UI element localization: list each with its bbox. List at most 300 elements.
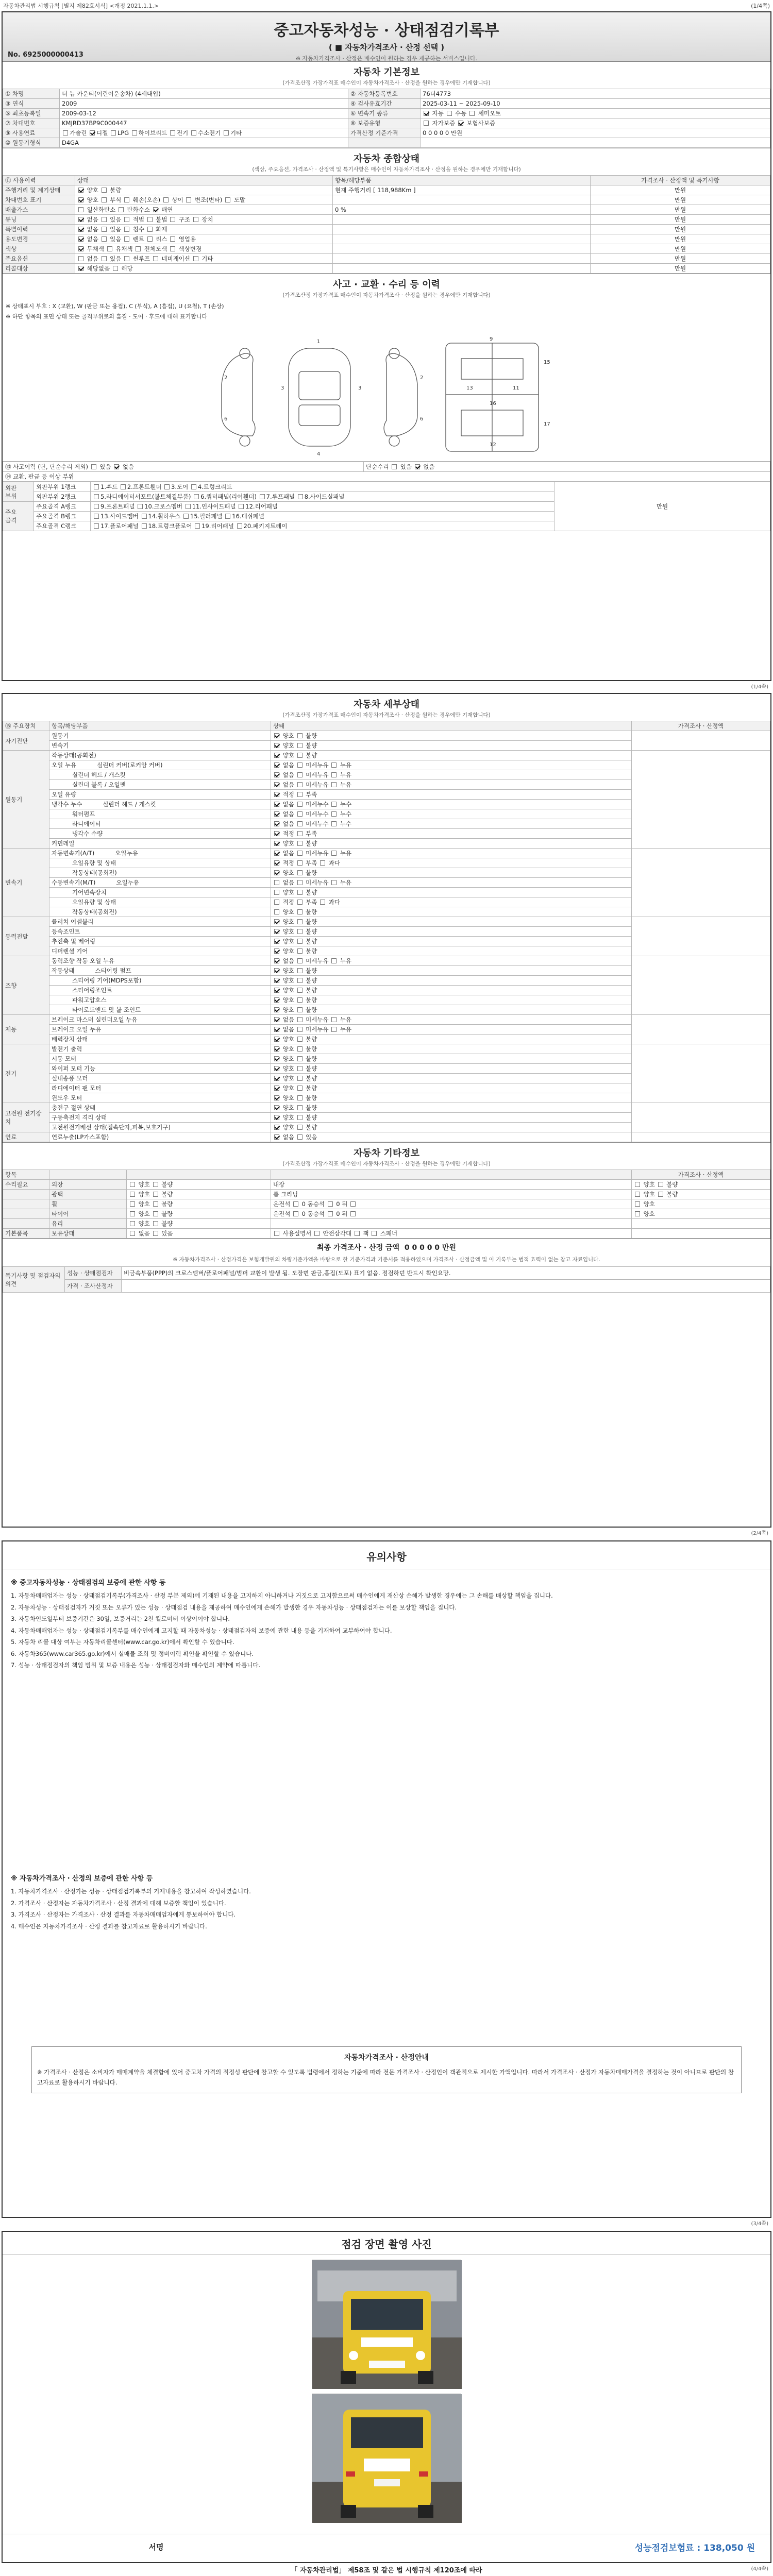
notice-item: 2. 가격조사 · 산정자는 자동차가격조사 · 산정 결과에 대해 보증할 책임이 있습니다. [11,1899,226,1907]
checkbox-unchecked [331,821,337,826]
checkbox-unchecked [331,772,337,777]
detail-item [49,741,271,751]
detail-price [632,1015,770,1044]
detail-item [49,819,271,829]
checkbox-unchecked [293,1211,298,1216]
rank-outer-2: 외판부위 2랭크 [34,492,91,502]
checkbox-checked [274,1027,279,1032]
detail-status: 양호 불량 [271,888,632,897]
notice-item: 6. 자동차365(www.car365.go.kr)에서 실매물 조회 및 정비이력 확인을 확인할 수 있습니다. [11,1650,254,1657]
detail-group: 연료 [3,1132,49,1142]
detail-status: 양호 불량 [271,1093,632,1103]
document-title: 중고자동차성능 · 상태점검기록부 [274,22,499,40]
detail-item-label: 브레이크 오일 누유 [52,1026,102,1033]
empty-cell [348,138,421,148]
checkbox-unchecked [328,1201,333,1207]
notice-item: 1. 자동차매매업자는 성능 · 상태점검기록부(가격조사 · 산정 부분 제외)에 기재된 내용을 고지하지 아니하거나 거짓으로 고지함으로써 매수인에게 재산상 손해가 발생한 경우에는 그 손해를 배상할 책임을 집니다. [11,1592,553,1600]
checkbox-unchecked [297,870,303,875]
detail-item-label: 실내송풍 모터 [52,1075,88,1082]
etc-cell: 양호 불량 [632,1190,770,1199]
detail-item-label: 디퍼렌셜 기어 [52,947,88,955]
car-right-side [384,353,417,436]
detail-item [49,888,271,897]
checkbox-unchecked [331,762,337,768]
detail-item-label: 원동기 [52,732,69,739]
value-inspection-period: 2025-03-11 ~ 2025-09-10 [421,99,770,109]
svg-text:3: 3 [358,385,362,391]
checkbox-checked [274,772,279,777]
detail-group: 제동 [3,1015,49,1044]
summary-cell: 배출가스 [3,205,75,215]
special-table [3,1266,770,1293]
detail-item-part: 실린더 커버(로커암 커버) [97,761,163,769]
checkbox-checked [153,207,158,212]
checkbox-unchecked [297,851,303,856]
checkbox-checked [274,1017,279,1022]
label-vin: ⑦ 차대번호 [3,118,60,128]
summary-cell: 리콜대상 [3,264,75,274]
detail-status: 양호 불량 [271,966,632,976]
svg-text:3: 3 [281,385,284,391]
checkbox-unchecked [274,880,279,885]
svg-text:9: 9 [490,336,493,342]
value-year: 2009 [60,99,348,109]
checkbox-unchecked [153,1192,158,1197]
notice-title: 유의사항 [3,1541,770,1569]
checkbox-unchecked [102,217,107,222]
insurance-fee: 성능점검보험료 : 138,050 원 [634,2543,755,2553]
detail-row [3,1044,770,1054]
checkbox-unchecked [297,900,303,905]
checkbox-checked [274,782,279,787]
checkbox-unchecked [331,1027,337,1032]
rank-group-frame: 주요 골격 [3,502,34,531]
checkbox-unchecked [424,121,429,126]
detail-status: 양호 불량 [271,751,632,760]
detail-status: 없음 미세누수 누수 [271,800,632,809]
detail-item [49,849,271,858]
special-inspector-label: 성능 · 상태점검자 [65,1267,122,1280]
checkbox-unchecked [119,207,124,212]
document-number: No. 6925000000413 [8,51,83,59]
detail-item-part: 오일유량 및 상태 [72,899,116,906]
etc-row [3,1180,770,1190]
notice-item: 2. 자동차성능 · 상태점검자가 거짓 또는 오류가 있는 성능 · 상태점검 내용을 제공하여 매수인에게 손해가 발생한 경우 자동차성능 · 상태점검자는 이를 보상할 책임을 집니다. [11,1603,457,1611]
detail-item-label: 브레이크 마스터 실린더오일 누유 [52,1016,138,1023]
etc-row [3,1229,770,1239]
checkbox-checked [274,1056,279,1061]
svg-text:16: 16 [490,401,496,406]
detail-item [49,878,271,888]
checkbox-unchecked [469,111,475,116]
checkbox-unchecked [274,909,279,914]
value-transmission: 자동 수동 세미오토 [421,109,770,118]
detail-item-label: 배력장치 상태 [52,1036,88,1043]
detail-item-label: 연료누출(LP가스포함) [52,1133,109,1141]
accident-table [3,462,770,482]
checkbox-checked [274,811,279,817]
checkbox-checked [274,978,279,983]
checkbox-unchecked [130,1221,135,1226]
detail-item-label: 오일 유량 [52,791,77,798]
summary-cell: 주요옵션 [3,254,75,264]
checkbox-unchecked [293,1201,298,1207]
checkbox-unchecked [297,1007,303,1012]
summary-head-1: ⑪ 사용이력 [3,176,75,185]
detail-item-part: 타이로드엔드 및 볼 조인트 [72,1006,141,1013]
svg-text:12: 12 [490,442,496,448]
panel-rank-table [3,482,770,531]
checkbox-unchecked [297,929,303,934]
value-engine: D4GA [60,138,348,148]
checkbox-unchecked [297,958,303,963]
detail-status: 없음 미세누유 누유 [271,780,632,790]
checkbox-checked [274,870,279,875]
checkbox-unchecked [297,860,303,866]
checkbox-unchecked [153,256,158,261]
detail-item-label: 윈도우 모터 [52,1094,82,1101]
checkbox-unchecked [102,236,107,242]
detail-status: 양호 불량 [271,1054,632,1064]
checkbox-unchecked [170,246,175,251]
detail-price [632,1103,770,1132]
rank-outer-1-items: 1.후드 2.프론트휀더 3.도어 4.트렁크리드 [91,482,554,492]
checkbox-unchecked [297,1125,303,1130]
checkbox-unchecked [78,207,83,212]
checkbox-checked [274,821,279,826]
detail-status: 적정 부족 과다 [271,897,632,907]
checkbox-unchecked [297,1017,303,1022]
checkbox-unchecked [297,1037,303,1042]
detail-status: 양호 불량 [271,839,632,849]
detail-item-part: 작동상태(공회전) [72,908,117,916]
checkbox-checked [78,266,83,271]
svg-text:4: 4 [317,451,321,457]
checkbox-unchecked [102,197,107,202]
value-plate: 76더4773 [421,89,770,99]
detail-status: 양호 불량 [271,868,632,878]
checkbox-checked [274,988,279,993]
checkbox-checked [274,948,279,954]
detail-item-part: 스티어링조인트 [72,987,112,994]
page-2-footer: (2/4쪽) [751,1531,768,1536]
checkbox-unchecked [314,1231,320,1236]
checkbox-unchecked [153,1211,158,1216]
detail-group: 전기 [3,1044,49,1103]
top-header-line [0,0,773,11]
summary-row [3,254,770,264]
checkbox-unchecked [297,1046,303,1052]
detail-row [3,956,770,966]
etc-cell [3,1219,49,1229]
detail-row [3,849,770,858]
checkbox-unchecked [331,782,337,787]
detail-section [3,694,770,1142]
etc-table [3,1170,770,1239]
summary-table [3,175,770,274]
checkbox-unchecked [78,256,83,261]
page-2 [2,693,771,1538]
summary-cell: 만원 [591,254,770,264]
checkbox-unchecked [163,197,169,202]
etc-head-blank [271,1170,632,1180]
summary-cell: 양호 부식 훼손(오손) 상이 변조(변타) 도말 [75,195,333,205]
etc-cell: 내장 [271,1180,632,1190]
checkbox-checked [274,1105,279,1110]
detail-item [49,809,271,819]
svg-text:15: 15 [544,360,550,365]
summary-cell [333,234,591,244]
checkbox-unchecked [297,1105,303,1110]
summary-cell: 만원 [591,234,770,244]
detail-head-4: 가격조사 · 산정액 [632,721,770,731]
detail-item [49,1035,271,1044]
special-appraiser-label: 가격 · 조사산정자 [65,1280,122,1293]
summary-head-2: 상태 [75,176,333,185]
detail-status: 없음 미세누수 누수 [271,809,632,819]
value-car-name: 더 뉴 카운티(어린이운송차) (4세대입) [60,89,348,99]
detail-price [632,917,770,956]
detail-price [632,1132,770,1142]
checkbox-unchecked [91,464,96,469]
detail-subtitle: (가격조산정 가장가격표 매수인이 자동차가격조사 · 산정을 원하는 경우에만 기재합니다) [282,712,491,718]
label-transmission: ⑥ 변속기 종류 [348,109,421,118]
detail-item [49,956,271,966]
car-top-view [289,348,350,446]
rank-frame-b: 주요골격 B랭크 [34,512,91,521]
summary-row [3,195,770,205]
page-1 [2,11,771,691]
detail-price [632,731,770,751]
svg-text:11: 11 [513,385,519,391]
checkbox-unchecked [130,1211,135,1216]
summary-row [3,225,770,234]
summary-cell [333,254,591,264]
checkbox-unchecked [658,1182,663,1187]
checkbox-unchecked [320,860,325,866]
checkbox-checked [458,121,463,126]
detail-item [49,907,271,917]
detail-item [49,1015,271,1025]
checkbox-unchecked [635,1182,640,1187]
checkbox-checked [274,860,279,866]
etc-cell: 양호 불량 [127,1190,271,1199]
detail-item [49,868,271,878]
detail-item-label: 수동변속기(M/T) [52,879,96,886]
checkbox-unchecked [274,900,279,905]
summary-cell: 없음 있음 썬루프 네비게이션 기타 [75,254,333,264]
detail-item-part: 워터펌프 [72,810,95,818]
rank-outer-2-items: 5.라디에이터서포트(볼트체결부품) 6.쿼터패널(리어휀더) 7.루프패널 8.사이드실패널 [91,492,554,502]
detail-price [632,1044,770,1103]
checkbox-unchecked [132,130,137,135]
simple-repair: 단순수리 있음 없음 [364,462,770,472]
etc-head-price: 가격조사 · 산정액 [632,1170,770,1180]
checkbox-unchecked [635,1211,640,1216]
etc-cell: 휠 [49,1199,127,1209]
detail-item [49,770,271,780]
empty-cell [421,138,770,148]
label-base-price: 가격산정 기준가격 [348,128,421,138]
etc-cell [632,1219,770,1229]
checkbox-unchecked [130,1192,135,1197]
detail-item-label: 충전구 절연 상태 [52,1104,96,1111]
checkbox-checked [274,939,279,944]
detail-item [49,1025,271,1035]
detail-row [3,1015,770,1025]
checkbox-checked [274,1086,279,1091]
checkbox-unchecked [191,130,196,135]
checkbox-checked [274,743,279,748]
checkbox-checked [78,227,83,232]
detail-status: 양호 불량 [271,927,632,937]
detail-item-label: 커먼레일 [52,840,75,847]
checkbox-unchecked [297,1086,303,1091]
etc-cell [632,1229,770,1239]
detail-item-label: 구동축전지 격리 상태 [52,1114,107,1121]
etc-cell [3,1190,49,1199]
summary-cell: 튜닝 [3,215,75,225]
summary-cell: 용도변경 [3,234,75,244]
notice-body [3,1569,770,2107]
detail-status: 없음 미세누유 누유 [271,1015,632,1025]
detail-item [49,976,271,986]
summary-cell: 만원 [591,215,770,225]
detail-status: 없음 미세누유 누유 [271,849,632,858]
checkbox-checked [424,111,429,116]
checkbox-unchecked [113,266,118,271]
detail-status: 양호 불량 [271,1113,632,1123]
detail-item [49,1113,271,1123]
detail-status: 양호 불량 [271,946,632,956]
checkbox-checked [274,1095,279,1100]
rank-frame-b-items: 13.사이드멤버 14.휠하우스 15.필러패널 16.대쉬패널 [91,512,554,521]
summary-section [3,148,770,274]
checkbox-checked [78,246,83,251]
detail-item-part: 스티어링 기어(MDPS포함) [72,977,142,984]
checkbox-checked [274,1115,279,1120]
detail-item [49,1103,271,1113]
car-diagram [3,323,770,462]
checkbox-unchecked [331,1017,337,1022]
accident-history: ⑬ 사고이력 (단, 단순수리 제외) 있음 없음 [3,462,364,472]
summary-cell: 일산화탄소 탄화수소 매연 [75,205,333,215]
detail-status: 양호 불량 [271,1044,632,1054]
checkbox-unchecked [297,821,303,826]
etc-cell: 사용설명서 안전삼각대 잭 스패너 [271,1229,632,1239]
checkbox-unchecked [297,772,303,777]
total-note: ※ 자동차가격조사 · 산정가격은 보험개발원의 차량기준가액을 바탕으로 한 기준가격과 기준서를 적용하였으며 가격조사 · 산정금액 및 이 기록부는 법적 효력이 없는 참고 자료입니다. [173,1257,600,1263]
signature-label: 서명 [148,2543,164,2552]
checkbox-unchecked [136,246,141,251]
etc-cell: 보유상태 [49,1229,127,1239]
car-diagram-svg [3,323,772,462]
checkbox-checked [274,968,279,973]
summary-row [3,234,770,244]
checkbox-unchecked [328,1211,333,1216]
etc-row [3,1209,770,1219]
etc-cell: 운전석 0 동승석 0 뒤 [271,1209,632,1219]
checkbox-unchecked [124,256,129,261]
summary-cell: 양호 불량 [75,185,333,195]
detail-status: 양호 불량 [271,731,632,741]
notice-item: 3. 가격조사 · 산정자는 가격조사 · 산정 결과를 자동차매매업자에게 통보하여야 합니다. [11,1911,236,1919]
detail-status: 없음 미세누유 누유 [271,878,632,888]
summary-title: 자동차 종합상태 [354,154,419,164]
checkbox-unchecked [297,762,303,768]
etc-section [3,1142,770,1239]
detail-status: 양호 불량 [271,907,632,917]
detail-item-label: 라디에이터 팬 모터 [52,1084,102,1092]
total-value: 0 0 0 0 0 만원 [404,1244,456,1252]
detail-item [49,1074,271,1083]
etc-cell: 양호 [632,1209,770,1219]
label-inspection-period: ④ 검사유효기간 [348,99,421,109]
detail-status: 없음 미세누유 누유 [271,956,632,966]
summary-subtitle: (색상, 주요옵션, 가격조사 · 산정액 및 특기사항은 매수인이 자동차가격조사 · 산정을 원하는 경우에만 기재합니다) [252,166,521,173]
signature-row [3,2534,770,2560]
rank-price: 만원 [554,482,770,531]
detail-status: 적정 부족 [271,829,632,839]
checkbox-unchecked [153,1182,158,1187]
detail-title: 자동차 세부상태 [354,699,419,710]
detail-status: 없음 미세누유 누유 [271,770,632,780]
checkbox-unchecked [297,733,303,738]
etc-cell: 양호 불량 [632,1180,770,1190]
summary-cell: 만원 [591,185,770,195]
checkbox-unchecked [186,197,191,202]
etc-head-item: 항목 [3,1170,49,1180]
detail-item-label: 추진축 및 베어링 [52,938,96,945]
checkbox-unchecked [297,1115,303,1120]
checkbox-unchecked [102,256,107,261]
etc-row [3,1190,770,1199]
document-subtitle: ( ■ 자동차가격조사 · 산정 선택 ) [328,43,445,52]
appraisal-box-text: ※ 가격조사 · 산정은 소비자가 매매계약을 체결함에 있어 중고차 가격의 적정성 판단에 참고할 수 있도록 법령에서 정하는 기준에 따라 전문 가격조사 · 산정인이 객관적으로 제시한 가액입니다. 따라서 가격조사 · 산정가 자동차매매가격을 결정하는 것이 아니므로 판단의 참고자료로 활용하시기 바랍니다. [37,2069,734,2086]
checkbox-unchecked [102,227,107,232]
detail-item-label: 발전기 출력 [52,1045,82,1053]
detail-row [3,917,770,927]
detail-group: 원동기 [3,751,49,849]
checkbox-unchecked [147,217,153,222]
detail-item [49,1132,271,1142]
rank-group-outer: 외판 부위 [3,482,34,502]
summary-row [3,215,770,225]
form-reference: 자동차관리법 시행규칙 [별지 제82호서식] <개정 2021.1.1.> [3,3,159,9]
page-1-footer: (1/4쪽) [751,684,768,690]
etc-subtitle: (가격조산정 가장가격표 매수인이 자동차가격조사 · 산정을 원하는 경우에만 기재합니다) [282,1161,491,1167]
etc-cell [3,1209,49,1219]
rank-frame-a: 주요골격 A랭크 [34,502,91,512]
checkbox-checked [274,851,279,856]
etc-cell: 운전석 0 동승석 0 뒤 [271,1199,632,1209]
summary-cell: 0 % [333,205,591,215]
detail-item-label: 고전원전기배선 상태(접속단자,피복,보호기구) [52,1124,171,1131]
document-banner [3,12,770,61]
label-car-name: ① 차명 [3,89,60,99]
etc-cell: 룸 크리닝 [271,1190,632,1199]
checkbox-checked [415,464,420,469]
detail-status: 없음 미세누수 누수 [271,819,632,829]
detail-item [49,829,271,839]
total-line [3,1239,770,1256]
checkbox-checked [90,130,95,135]
summary-cell: 특별이력 [3,225,75,234]
etc-cell: 광택 [49,1190,127,1199]
etc-cell: 양호 불량 [127,1180,271,1190]
detail-item [49,986,271,995]
value-fuel: 가솔린 디젤 LPG 하이브리드 전기 수소전기 기타 [60,128,348,138]
